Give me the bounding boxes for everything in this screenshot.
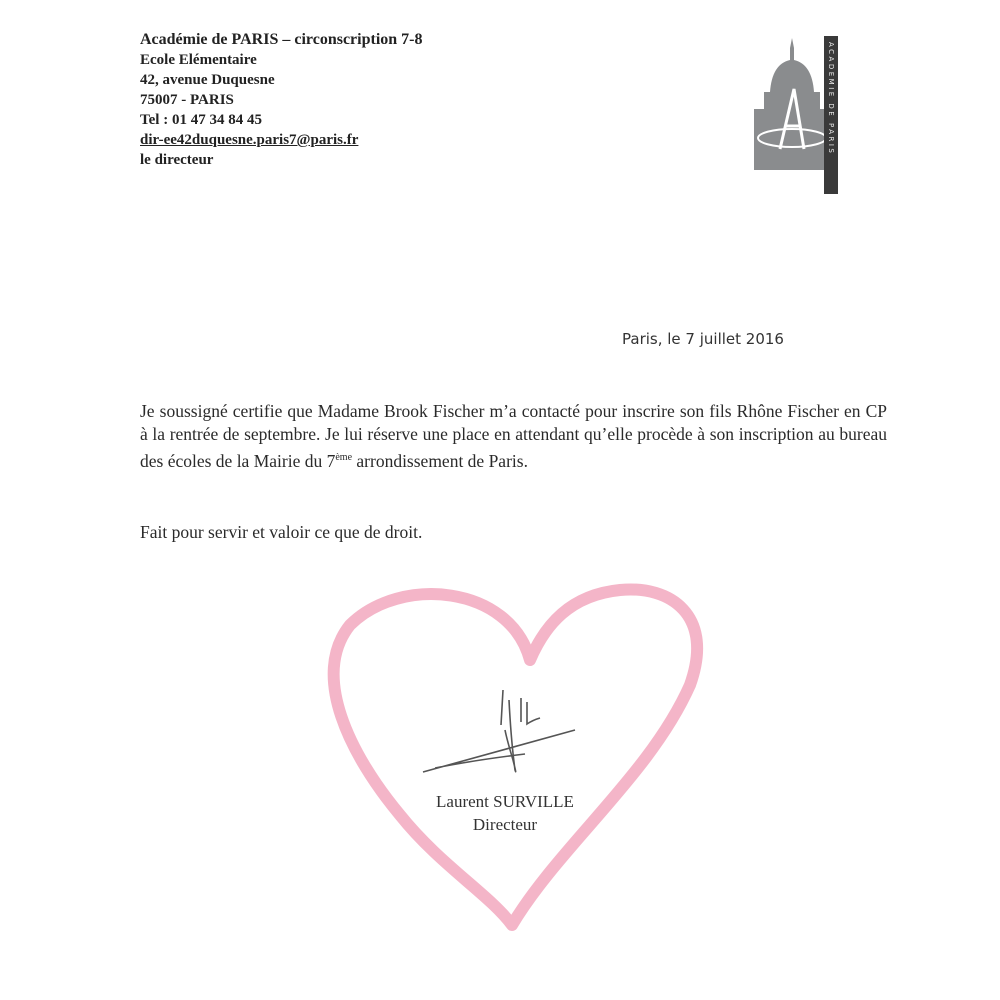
letterhead xyxy=(140,30,422,170)
letterhead-city: 75007 - PARIS xyxy=(140,92,234,108)
letterhead-phone: Tel : 01 47 34 84 45 xyxy=(140,112,262,128)
letterhead-role: le directeur xyxy=(140,152,214,168)
body-text-end: arrondissement de Paris. xyxy=(352,450,528,471)
letterhead-street: 42, avenue Duquesne xyxy=(140,72,275,88)
closing-formula: Fait pour servir et valoir ce que de droit. xyxy=(140,522,423,542)
letter-date: Paris, le 7 juillet 2016 xyxy=(622,330,784,348)
letterhead-academie: Académie de PARIS – circonscription 7-8 xyxy=(140,31,423,48)
letterhead-school: Ecole Elémentaire xyxy=(140,52,257,68)
logo-text: ACADEMIE DE PARIS xyxy=(827,42,835,156)
body-text: Je soussigné certifie que Madame Brook Fischer m’a contacté pour inscrire son fils Rhône Fischer en CP à la rentrée de septembre. Je lui réserve une place en attendant qu’elle procède à son inscription au bureau des écoles de la Mairie du 7 xyxy=(140,401,887,471)
signatory-name: Laurent SURVILLE xyxy=(436,792,574,811)
handwritten-signature xyxy=(415,680,585,780)
signatory-title: Directeur xyxy=(472,815,538,834)
signatory-block xyxy=(405,790,605,836)
body-superscript: ème xyxy=(335,452,353,463)
letterhead-email[interactable]: dir-ee42duquesne.paris7@paris.fr xyxy=(140,132,359,148)
letter-body xyxy=(140,400,887,473)
academie-paris-logo xyxy=(752,34,842,196)
